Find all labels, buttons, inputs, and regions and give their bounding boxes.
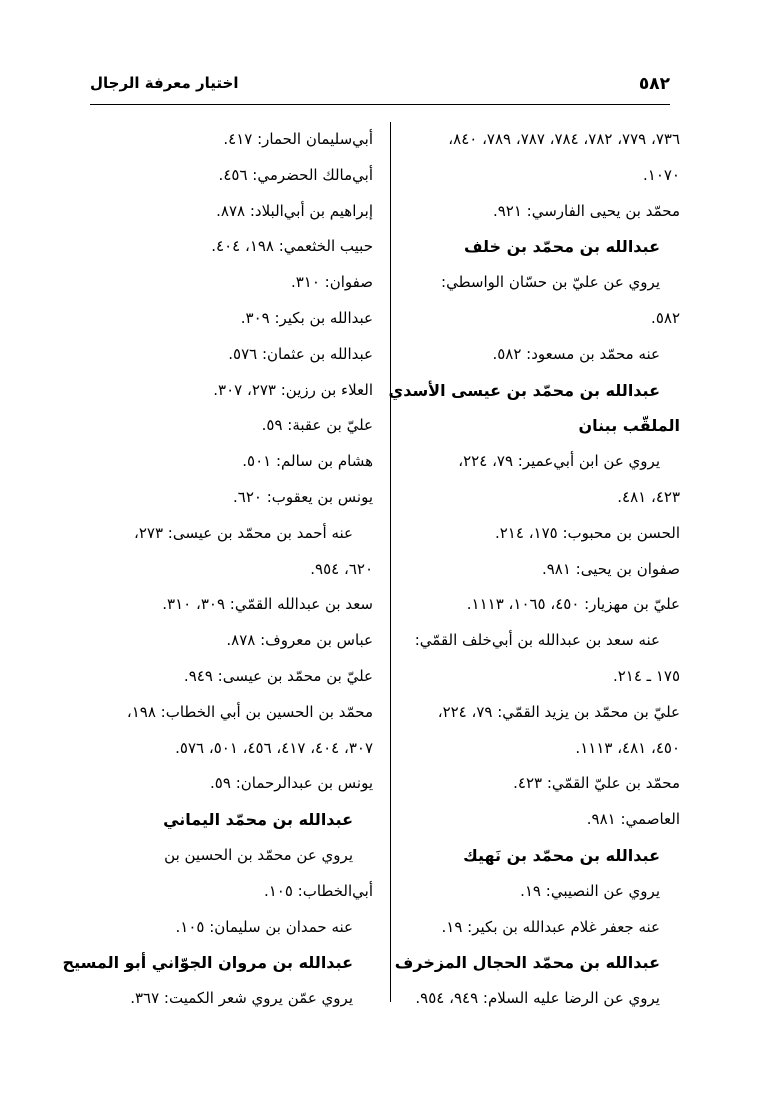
entry-line: عنه سعد بن عبدالله بن أبي‌خلف القمّي: — [414, 631, 660, 650]
entry-line: العلاء بن رزين: ٢٧٣، ٣٠٧. — [213, 380, 373, 399]
entry-line: محمّد بن يحيى الفارسي: ٩٢١. — [492, 201, 680, 220]
entry-line: محمّد بن الحسين بن أبي الخطاب: ١٩٨، — [126, 702, 373, 721]
entry-line: عباس بن معروف: ٨٧٨. — [226, 631, 373, 650]
entry-line: أبي‌مالك الحضرمي: ٤٥٦. — [218, 165, 373, 184]
right-column — [388, 122, 680, 1017]
entry-line: يروي عمّن يروي شعر الكميت: ٣٦٧. — [130, 989, 353, 1008]
entry-heading: عبدالله بن محمّد اليماني — [163, 810, 353, 830]
entry-line: ٤٥٠، ٤٨١، ١١١٣. — [575, 738, 680, 757]
page-number: ٥٨٢ — [638, 74, 670, 94]
left-column — [62, 122, 373, 1017]
entry-heading: الملقّب ببنان — [578, 416, 680, 436]
entry-line: عليّ بن عقبة: ٥٩. — [261, 416, 373, 435]
entry-line: يروي عن النصيبي: ١٩. — [520, 881, 660, 900]
entry-line: عنه أحمد بن محمّد بن عيسى: ٢٧٣، — [134, 523, 353, 542]
entry-line: يروي عن ابن أبي‌عمير: ٧٩، ٢٢٤، — [458, 452, 660, 471]
entry-line: يروي عن محمّد بن الحسين بن — [164, 845, 353, 864]
entry-line: يروي عن الرضا عليه السلام: ٩٤٩، ٩٥٤. — [415, 989, 660, 1008]
entry-line: ٧٣٦، ٧٧٩، ٧٨٢، ٧٨٤، ٧٨٧، ٧٨٩، ٨٤٠، — [448, 130, 680, 148]
entry-line: صفوان بن يحيى: ٩٨١. — [541, 559, 680, 578]
entry-line: سعد بن عبدالله القمّي: ٣٠٩، ٣١٠. — [162, 595, 373, 614]
entry-line: يونس بن يعقوب: ٦٢٠. — [233, 487, 373, 506]
header-rule — [90, 104, 670, 105]
entry-line: ٦٢٠، ٩٥٤. — [310, 559, 373, 578]
entry-line: عنه جعفر غلام عبدالله بن بكير: ١٩. — [441, 917, 660, 936]
entry-line: ٣٠٧، ٤٠٤، ٤١٧، ٤٥٦، ٥٠١، ٥٧٦. — [175, 738, 373, 757]
entry-line: عنه محمّد بن مسعود: ٥٨٢. — [492, 344, 660, 363]
entry-line: عليّ بن محمّد بن عيسى: ٩٤٩. — [183, 666, 373, 685]
page-header — [90, 70, 670, 106]
entry-line: أبي‌الخطاب: ١٠٥. — [263, 881, 373, 900]
entry-heading: عبدالله بن محمّد بن خلف — [463, 237, 660, 257]
entry-line: يونس بن عبدالرحمان: ٥٩. — [210, 774, 373, 793]
entry-line: ١٧٥ ـ ٢١٤. — [612, 666, 680, 685]
entry-line: ٤٢٣، ٤٨١. — [617, 487, 680, 506]
entry-line: عبدالله بن عثمان: ٥٧٦. — [228, 344, 373, 363]
entry-heading: عبدالله بن محمّد الحجال المزخرف — [394, 953, 660, 973]
entry-line: عليّ بن مهزيار: ٤٥٠، ١٠٦٥، ١١١٣. — [466, 595, 680, 614]
entry-line: هشام بن سالم: ٥٠١. — [242, 452, 373, 471]
entry-line: ١٠٧٠. — [642, 165, 680, 184]
entry-line: الحسن بن محبوب: ١٧٥، ٢١٤. — [494, 523, 680, 542]
running-title: اختيار معرفة الرجال — [90, 74, 239, 92]
entry-line: حبيب الخثعمي: ١٩٨، ٤٠٤. — [211, 237, 373, 256]
entry-line: محمّد بن عليّ القمّي: ٤٢٣. — [513, 774, 680, 793]
entry-line: عنه حمدان بن سليمان: ١٠٥. — [175, 917, 353, 936]
entry-line: إبراهيم بن أبي‌البلاد: ٨٧٨. — [216, 201, 373, 220]
entry-line: يروي عن عليّ بن حسّان الواسطي: — [441, 273, 660, 292]
entry-line: العاصمي: ٩٨١. — [586, 810, 680, 829]
entry-heading: عبدالله بن محمّد بن نَهيك — [463, 845, 660, 865]
entry-heading: عبدالله بن محمّد بن عيسى الأسدي — [388, 380, 660, 400]
entry-line: ٥٨٢. — [651, 308, 680, 327]
entry-line: عبدالله بن بكير: ٣٠٩. — [240, 308, 373, 327]
entry-line: أبي‌سليمان الحمار: ٤١٧. — [223, 130, 373, 148]
column-divider — [390, 122, 391, 1002]
entry-line: عليّ بن محمّد بن يزيد القمّي: ٧٩، ٢٢٤، — [437, 702, 680, 721]
entry-line: صفوان: ٣١٠. — [290, 273, 373, 292]
entry-heading: عبدالله بن مروان الجوّاني أبو المسيح — [62, 953, 353, 973]
